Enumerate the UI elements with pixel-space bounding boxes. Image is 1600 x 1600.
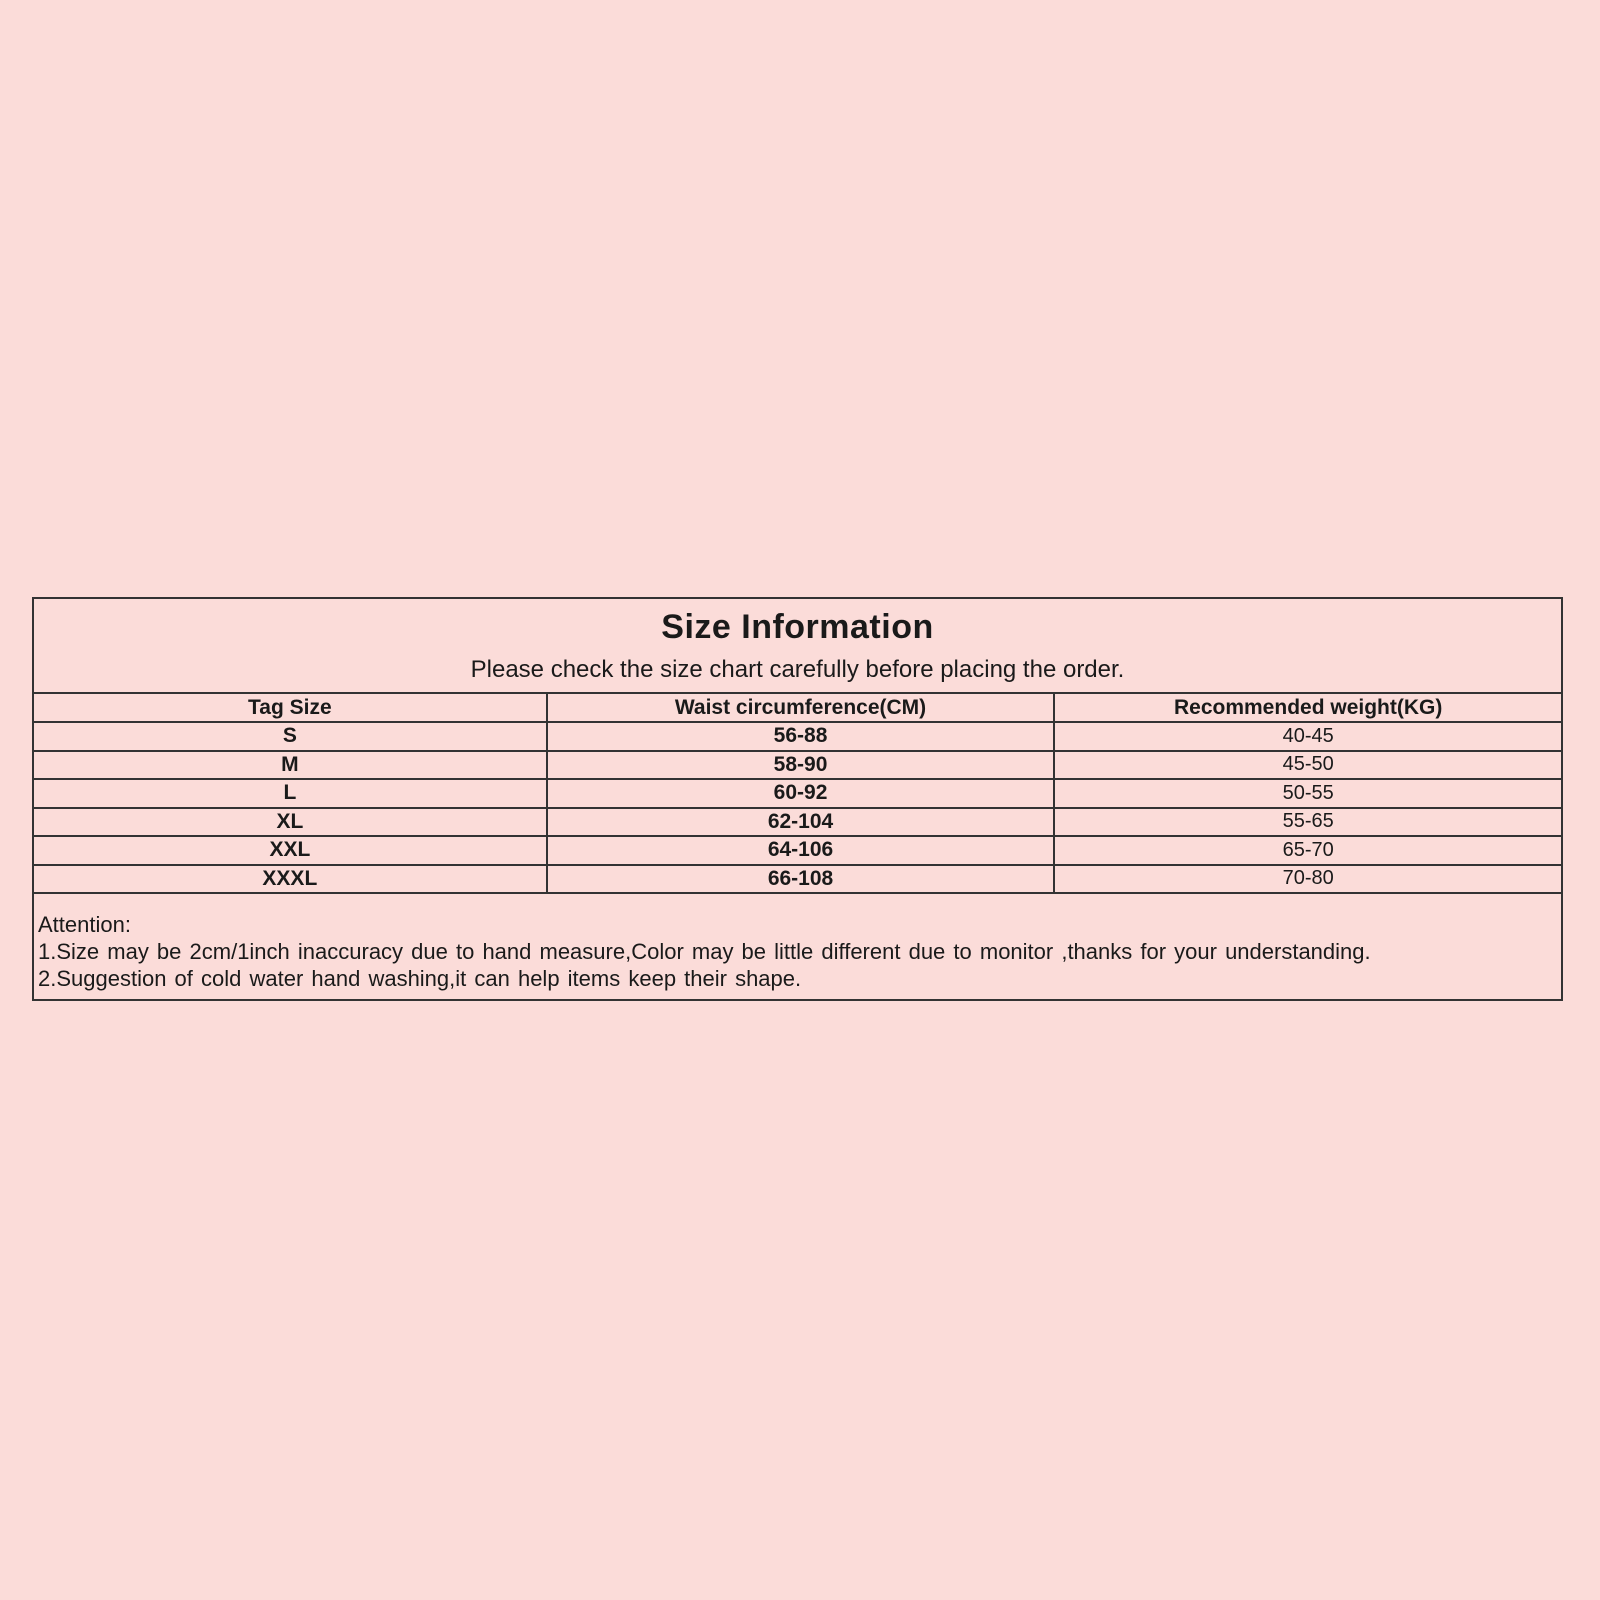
waist-cm-cell: 66-108	[547, 865, 1055, 894]
title-block	[34, 599, 1561, 692]
attention-heading: Attention:	[38, 912, 131, 937]
tag-size-cell: L	[34, 779, 547, 808]
waist-cm-cell: 58-90	[547, 751, 1055, 780]
table-row-xxl	[34, 836, 1561, 865]
page-subtitle: Please check the size chart carefully before placing the order.	[470, 656, 1125, 683]
column-header-recommended-weight: Recommended weight(KG)	[1054, 693, 1561, 722]
column-header-tag-size: Tag Size	[34, 693, 547, 722]
page-title: Size Information	[661, 608, 934, 646]
attention-item-1: 1.Size may be 2cm/1inch inaccuracy due to hand measure,Color may be little different due to monitor ,thanks for your understanding.	[38, 939, 1371, 964]
table-row-s	[34, 722, 1561, 751]
waist-cm-cell: 64-106	[547, 836, 1055, 865]
attention-note	[34, 894, 1561, 992]
tag-size-cell: XXL	[34, 836, 547, 865]
waist-cm-cell: 62-104	[547, 808, 1055, 837]
weight-kg-cell: 45-50	[1054, 751, 1561, 780]
weight-kg-cell: 65-70	[1054, 836, 1561, 865]
weight-kg-cell: 55-65	[1054, 808, 1561, 837]
size-table	[34, 692, 1561, 894]
waist-cm-cell: 56-88	[547, 722, 1055, 751]
weight-kg-cell: 70-80	[1054, 865, 1561, 894]
table-row-m	[34, 751, 1561, 780]
column-header-waist-circumference: Waist circumference(CM)	[547, 693, 1055, 722]
attention-item-2: 2.Suggestion of cold water hand washing,it can help items keep their shape.	[38, 966, 802, 991]
size-table-body	[34, 722, 1561, 893]
table-row-l	[34, 779, 1561, 808]
size-table-header	[34, 693, 1561, 722]
tag-size-cell: M	[34, 751, 547, 780]
weight-kg-cell: 50-55	[1054, 779, 1561, 808]
tag-size-cell: XXXL	[34, 865, 547, 894]
weight-kg-cell: 40-45	[1054, 722, 1561, 751]
table-row-xl	[34, 808, 1561, 837]
waist-cm-cell: 60-92	[547, 779, 1055, 808]
header-row	[34, 693, 1561, 722]
table-row-xxxl	[34, 865, 1561, 894]
tag-size-cell: S	[34, 722, 547, 751]
size-information-panel	[32, 597, 1563, 1001]
tag-size-cell: XL	[34, 808, 547, 837]
